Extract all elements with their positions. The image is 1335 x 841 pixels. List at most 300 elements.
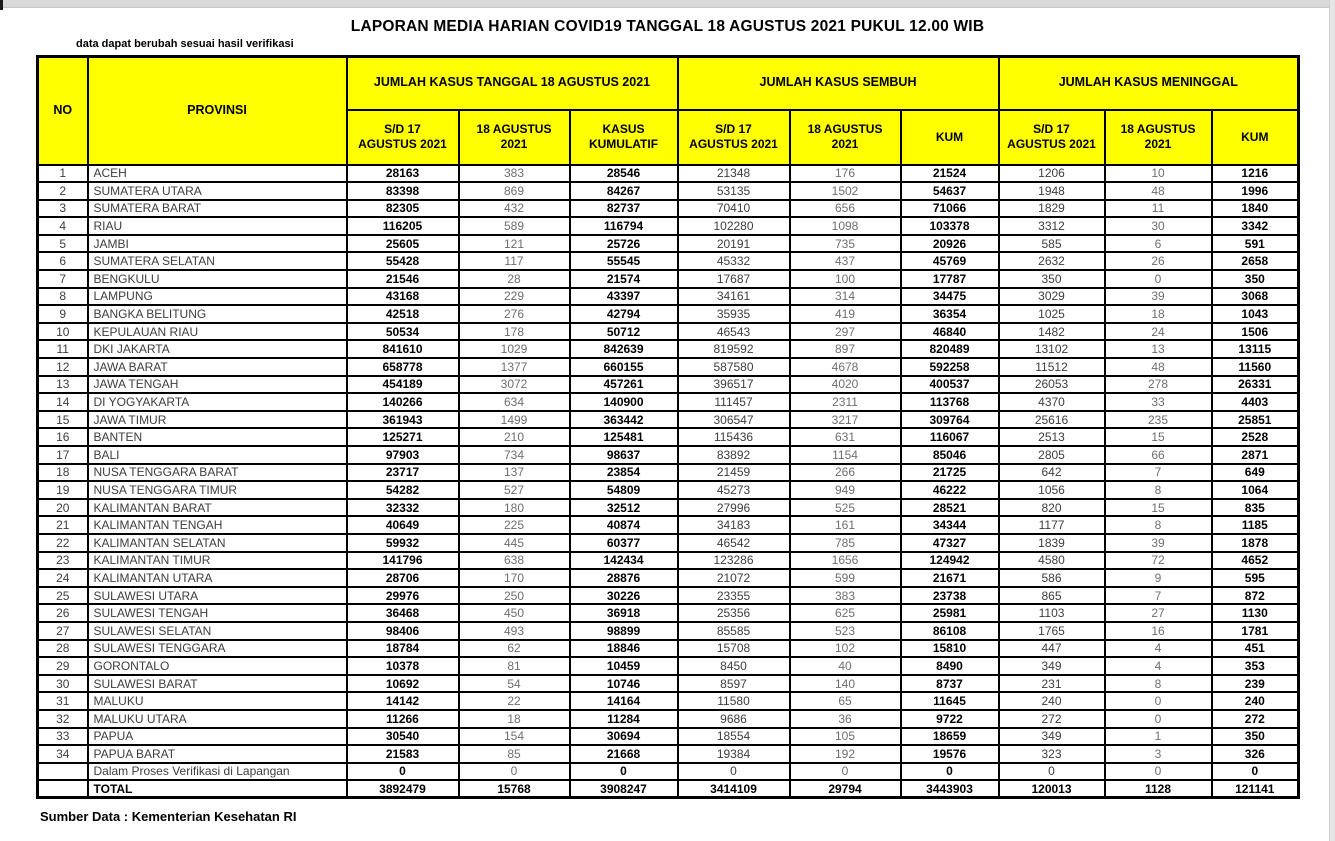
- sembuh-18-cell: 266: [790, 464, 901, 482]
- sembuh-sd17-cell: 45332: [678, 252, 790, 270]
- sembuh-sd17-cell: 19384: [678, 745, 790, 763]
- province-cell: ACEH: [88, 165, 347, 183]
- meninggal-kum-cell: 835: [1212, 499, 1299, 517]
- sembuh-18-cell: 631: [790, 428, 901, 446]
- kasus-kumulatif-cell: 36918: [570, 604, 678, 622]
- sembuh-18-cell: 785: [790, 534, 901, 552]
- kasus-kumulatif-cell: 30226: [570, 587, 678, 605]
- table-row: [38, 587, 1299, 605]
- sembuh-kum-cell: 9722: [901, 710, 999, 728]
- sembuh-kum-cell: 11645: [901, 692, 999, 710]
- sembuh-18-cell: 4020: [790, 376, 901, 394]
- col-header-provinsi: PROVINSI: [88, 57, 347, 165]
- sembuh-sd17-cell: 15708: [678, 640, 790, 658]
- sembuh-sd17-cell: 0: [678, 763, 790, 781]
- table-row: [38, 411, 1299, 429]
- row-number-cell: 4: [38, 217, 88, 235]
- province-cell: Dalam Proses Verifikasi di Lapangan: [88, 763, 347, 781]
- row-number-cell: 3: [38, 200, 88, 218]
- meninggal-18-cell: 18: [1105, 305, 1212, 323]
- sembuh-kum-cell: 400537: [901, 376, 999, 394]
- kasus-18-cell: 432: [459, 200, 570, 218]
- table-row: [38, 305, 1299, 323]
- kasus-18-cell: 117: [459, 252, 570, 270]
- meninggal-kum-cell: 4652: [1212, 552, 1299, 570]
- meninggal-18-cell: 8: [1105, 516, 1212, 534]
- sembuh-sd17-cell: 34183: [678, 516, 790, 534]
- kasus-18-cell: 527: [459, 481, 570, 499]
- meninggal-sd17-cell: 585: [999, 235, 1105, 253]
- table-row: [38, 516, 1299, 534]
- row-number-cell: 16: [38, 428, 88, 446]
- sembuh-kum-cell: 15810: [901, 640, 999, 658]
- kasus-kumulatif-cell: 23854: [570, 464, 678, 482]
- table-row: [38, 657, 1299, 675]
- sembuh-18-cell: 36: [790, 710, 901, 728]
- sembuh-sd17-cell: 102280: [678, 217, 790, 235]
- kasus-sd17-cell: 361943: [347, 411, 459, 429]
- meninggal-sd17-cell: 3312: [999, 217, 1105, 235]
- row-number-cell: 7: [38, 270, 88, 288]
- group-header-meninggal: JUMLAH KASUS MENINGGAL: [999, 57, 1299, 110]
- meninggal-sd17-cell: 1103: [999, 604, 1105, 622]
- sembuh-sd17-cell: 21072: [678, 569, 790, 587]
- meninggal-18-cell: 15: [1105, 499, 1212, 517]
- kasus-kumulatif-cell: 32512: [570, 499, 678, 517]
- sembuh-sd17-cell: 306547: [678, 411, 790, 429]
- kasus-kumulatif-cell: 25726: [570, 235, 678, 253]
- meninggal-kum-cell: 2871: [1212, 446, 1299, 464]
- meninggal-sd17-cell: 1056: [999, 481, 1105, 499]
- sembuh-kum-cell: 34475: [901, 288, 999, 306]
- kasus-sd17-cell: 11266: [347, 710, 459, 728]
- sembuh-18-cell: 383: [790, 587, 901, 605]
- sub-header-meninggal-18: 18 AGUSTUS 2021: [1105, 110, 1212, 165]
- kasus-sd17-cell: 98406: [347, 622, 459, 640]
- kasus-18-cell: 734: [459, 446, 570, 464]
- sembuh-sd17-cell: 25356: [678, 604, 790, 622]
- kasus-kumulatif-cell: 28546: [570, 165, 678, 183]
- sembuh-18-cell: 161: [790, 516, 901, 534]
- table-row: [38, 200, 1299, 218]
- meninggal-18-cell: 6: [1105, 235, 1212, 253]
- kasus-sd17-cell: 32332: [347, 499, 459, 517]
- sub-header-kasus-kumulatif: KASUS KUMULATIF: [570, 110, 678, 165]
- kasus-kumulatif-cell: 142434: [570, 552, 678, 570]
- meninggal-sd17-cell: 1829: [999, 200, 1105, 218]
- kasus-kumulatif-cell: 3908247: [570, 780, 678, 798]
- kasus-sd17-cell: 18784: [347, 640, 459, 658]
- sub-header-kasus-sd17: S/D 17 AGUSTUS 2021: [347, 110, 459, 165]
- meninggal-sd17-cell: 240: [999, 692, 1105, 710]
- meninggal-sd17-cell: 1839: [999, 534, 1105, 552]
- sembuh-kum-cell: 113768: [901, 393, 999, 411]
- sembuh-kum-cell: 21524: [901, 165, 999, 183]
- meninggal-kum-cell: 3342: [1212, 217, 1299, 235]
- kasus-kumulatif-cell: 42794: [570, 305, 678, 323]
- meninggal-kum-cell: 25851: [1212, 411, 1299, 429]
- sembuh-kum-cell: 28521: [901, 499, 999, 517]
- meninggal-18-cell: 48: [1105, 358, 1212, 376]
- province-cell: DI YOGYAKARTA: [88, 393, 347, 411]
- sembuh-18-cell: 625: [790, 604, 901, 622]
- province-cell: TOTAL: [88, 780, 347, 798]
- kasus-sd17-cell: 23717: [347, 464, 459, 482]
- sembuh-18-cell: 419: [790, 305, 901, 323]
- kasus-kumulatif-cell: 11284: [570, 710, 678, 728]
- kasus-18-cell: 225: [459, 516, 570, 534]
- meninggal-sd17-cell: 820: [999, 499, 1105, 517]
- row-number-cell: 34: [38, 745, 88, 763]
- group-header-row: [38, 57, 1299, 110]
- kasus-sd17-cell: 28163: [347, 165, 459, 183]
- sembuh-18-cell: 1154: [790, 446, 901, 464]
- table-row: [38, 358, 1299, 376]
- meninggal-kum-cell: 1130: [1212, 604, 1299, 622]
- kasus-kumulatif-cell: 55545: [570, 252, 678, 270]
- kasus-18-cell: 383: [459, 165, 570, 183]
- sembuh-18-cell: 735: [790, 235, 901, 253]
- province-cell: SUMATERA UTARA: [88, 182, 347, 200]
- sembuh-sd17-cell: 85585: [678, 622, 790, 640]
- kasus-18-cell: 62: [459, 640, 570, 658]
- kasus-kumulatif-cell: 116794: [570, 217, 678, 235]
- sembuh-18-cell: 102: [790, 640, 901, 658]
- row-number-cell: 22: [38, 534, 88, 552]
- sub-header-meninggal-kum: KUM: [1212, 110, 1299, 165]
- meninggal-18-cell: 27: [1105, 604, 1212, 622]
- meninggal-kum-cell: 121141: [1212, 780, 1299, 798]
- meninggal-sd17-cell: 11512: [999, 358, 1105, 376]
- meninggal-kum-cell: 591: [1212, 235, 1299, 253]
- meninggal-18-cell: 8: [1105, 675, 1212, 693]
- province-cell: SULAWESI BARAT: [88, 675, 347, 693]
- province-cell: RIAU: [88, 217, 347, 235]
- group-header-kasus: JUMLAH KASUS TANGGAL 18 AGUSTUS 2021: [347, 57, 678, 110]
- kasus-18-cell: 154: [459, 728, 570, 746]
- kasus-18-cell: 589: [459, 217, 570, 235]
- kasus-sd17-cell: 141796: [347, 552, 459, 570]
- table-row: [38, 252, 1299, 270]
- kasus-sd17-cell: 454189: [347, 376, 459, 394]
- kasus-sd17-cell: 43168: [347, 288, 459, 306]
- sembuh-18-cell: 897: [790, 340, 901, 358]
- meninggal-18-cell: 235: [1105, 411, 1212, 429]
- kasus-sd17-cell: 59932: [347, 534, 459, 552]
- sembuh-kum-cell: 103378: [901, 217, 999, 235]
- kasus-kumulatif-cell: 60377: [570, 534, 678, 552]
- province-cell: JAMBI: [88, 235, 347, 253]
- kasus-18-cell: 1377: [459, 358, 570, 376]
- meninggal-18-cell: 7: [1105, 587, 1212, 605]
- province-cell: NUSA TENGGARA BARAT: [88, 464, 347, 482]
- table-row: [38, 288, 1299, 306]
- meninggal-sd17-cell: 0: [999, 763, 1105, 781]
- kasus-18-cell: 445: [459, 534, 570, 552]
- kasus-sd17-cell: 83398: [347, 182, 459, 200]
- meninggal-sd17-cell: 120013: [999, 780, 1105, 798]
- table-row: [38, 428, 1299, 446]
- province-cell: SULAWESI UTARA: [88, 587, 347, 605]
- kasus-sd17-cell: 97903: [347, 446, 459, 464]
- row-number-cell: 26: [38, 604, 88, 622]
- meninggal-kum-cell: 649: [1212, 464, 1299, 482]
- screen-right-edge: [1329, 0, 1335, 841]
- sembuh-kum-cell: 8737: [901, 675, 999, 693]
- meninggal-18-cell: 24: [1105, 323, 1212, 341]
- kasus-sd17-cell: 10692: [347, 675, 459, 693]
- meninggal-kum-cell: 1506: [1212, 323, 1299, 341]
- meninggal-kum-cell: 595: [1212, 569, 1299, 587]
- meninggal-18-cell: 4: [1105, 657, 1212, 675]
- meninggal-kum-cell: 2658: [1212, 252, 1299, 270]
- meninggal-sd17-cell: 2632: [999, 252, 1105, 270]
- row-number-cell: 10: [38, 323, 88, 341]
- row-number-cell: 30: [38, 675, 88, 693]
- meninggal-kum-cell: 451: [1212, 640, 1299, 658]
- table-row: [38, 376, 1299, 394]
- sembuh-sd17-cell: 396517: [678, 376, 790, 394]
- sembuh-18-cell: 2311: [790, 393, 901, 411]
- province-cell: BENGKULU: [88, 270, 347, 288]
- sembuh-sd17-cell: 21348: [678, 165, 790, 183]
- province-cell: NUSA TENGGARA TIMUR: [88, 481, 347, 499]
- meninggal-sd17-cell: 865: [999, 587, 1105, 605]
- sembuh-18-cell: 140: [790, 675, 901, 693]
- province-cell: SUMATERA SELATAN: [88, 252, 347, 270]
- table-row: [38, 710, 1299, 728]
- meninggal-18-cell: 72: [1105, 552, 1212, 570]
- meninggal-kum-cell: 239: [1212, 675, 1299, 693]
- meninggal-18-cell: 4: [1105, 640, 1212, 658]
- group-header-sembuh: JUMLAH KASUS SEMBUH: [678, 57, 999, 110]
- table-row: [38, 165, 1299, 183]
- row-number-cell: 25: [38, 587, 88, 605]
- kasus-kumulatif-cell: 50712: [570, 323, 678, 341]
- province-cell: JAWA TIMUR: [88, 411, 347, 429]
- meninggal-sd17-cell: 586: [999, 569, 1105, 587]
- sembuh-18-cell: 1656: [790, 552, 901, 570]
- meninggal-18-cell: 0: [1105, 710, 1212, 728]
- row-number-cell: 28: [38, 640, 88, 658]
- sub-header-sembuh-kum: KUM: [901, 110, 999, 165]
- province-cell: SULAWESI TENGAH: [88, 604, 347, 622]
- sembuh-kum-cell: 47327: [901, 534, 999, 552]
- kasus-kumulatif-cell: 0: [570, 763, 678, 781]
- row-number-cell: 9: [38, 305, 88, 323]
- meninggal-kum-cell: 2528: [1212, 428, 1299, 446]
- kasus-sd17-cell: 42518: [347, 305, 459, 323]
- sembuh-18-cell: 297: [790, 323, 901, 341]
- meninggal-sd17-cell: 642: [999, 464, 1105, 482]
- meninggal-sd17-cell: 447: [999, 640, 1105, 658]
- row-number-cell: 15: [38, 411, 88, 429]
- kasus-kumulatif-cell: 98899: [570, 622, 678, 640]
- sembuh-kum-cell: 17787: [901, 270, 999, 288]
- kasus-18-cell: 450: [459, 604, 570, 622]
- sembuh-sd17-cell: 20191: [678, 235, 790, 253]
- kasus-18-cell: 178: [459, 323, 570, 341]
- sembuh-18-cell: 40: [790, 657, 901, 675]
- row-number-cell: 13: [38, 376, 88, 394]
- kasus-18-cell: 18: [459, 710, 570, 728]
- kasus-sd17-cell: 3892479: [347, 780, 459, 798]
- sembuh-18-cell: 0: [790, 763, 901, 781]
- kasus-sd17-cell: 40649: [347, 516, 459, 534]
- meninggal-18-cell: 66: [1105, 446, 1212, 464]
- sembuh-kum-cell: 3443903: [901, 780, 999, 798]
- total-row: [38, 780, 1299, 798]
- kasus-kumulatif-cell: 140900: [570, 393, 678, 411]
- kasus-18-cell: 1499: [459, 411, 570, 429]
- sembuh-18-cell: 4678: [790, 358, 901, 376]
- kasus-18-cell: 1029: [459, 340, 570, 358]
- kasus-sd17-cell: 116205: [347, 217, 459, 235]
- kasus-kumulatif-cell: 21574: [570, 270, 678, 288]
- meninggal-kum-cell: 1840: [1212, 200, 1299, 218]
- sembuh-kum-cell: 45769: [901, 252, 999, 270]
- kasus-sd17-cell: 14142: [347, 692, 459, 710]
- sembuh-18-cell: 29794: [790, 780, 901, 798]
- table-row: [38, 728, 1299, 746]
- meninggal-kum-cell: 326: [1212, 745, 1299, 763]
- sembuh-kum-cell: 71066: [901, 200, 999, 218]
- province-cell: KALIMANTAN UTARA: [88, 569, 347, 587]
- meninggal-kum-cell: 1996: [1212, 182, 1299, 200]
- sembuh-kum-cell: 54637: [901, 182, 999, 200]
- kasus-18-cell: 54: [459, 675, 570, 693]
- sembuh-sd17-cell: 34161: [678, 288, 790, 306]
- kasus-sd17-cell: 21583: [347, 745, 459, 763]
- table-row: [38, 569, 1299, 587]
- row-number-cell: 19: [38, 481, 88, 499]
- row-number-cell: 23: [38, 552, 88, 570]
- sembuh-sd17-cell: 819592: [678, 340, 790, 358]
- province-cell: DKI JAKARTA: [88, 340, 347, 358]
- meninggal-kum-cell: 1064: [1212, 481, 1299, 499]
- sembuh-sd17-cell: 46542: [678, 534, 790, 552]
- meninggal-sd17-cell: 4580: [999, 552, 1105, 570]
- kasus-18-cell: 170: [459, 569, 570, 587]
- province-cell: KALIMANTAN SELATAN: [88, 534, 347, 552]
- kasus-sd17-cell: 841610: [347, 340, 459, 358]
- sembuh-sd17-cell: 3414109: [678, 780, 790, 798]
- meninggal-kum-cell: 872: [1212, 587, 1299, 605]
- meninggal-18-cell: 33: [1105, 393, 1212, 411]
- meninggal-kum-cell: 1781: [1212, 622, 1299, 640]
- sembuh-sd17-cell: 70410: [678, 200, 790, 218]
- table-row: [38, 481, 1299, 499]
- meninggal-18-cell: 0: [1105, 692, 1212, 710]
- col-header-no: NO: [38, 57, 88, 165]
- kasus-kumulatif-cell: 28876: [570, 569, 678, 587]
- sembuh-kum-cell: 0: [901, 763, 999, 781]
- meninggal-sd17-cell: 350: [999, 270, 1105, 288]
- meninggal-18-cell: 0: [1105, 270, 1212, 288]
- row-number-cell: 18: [38, 464, 88, 482]
- table-row: [38, 552, 1299, 570]
- meninggal-sd17-cell: 26053: [999, 376, 1105, 394]
- row-number-cell: 17: [38, 446, 88, 464]
- kasus-18-cell: 229: [459, 288, 570, 306]
- sub-header-kasus-18: 18 AGUSTUS 2021: [459, 110, 570, 165]
- kasus-kumulatif-cell: 14164: [570, 692, 678, 710]
- report-title: LAPORAN MEDIA HARIAN COVID19 TANGGAL 18 AGUSTUS 2021 PUKUL 12.00 WIB: [350, 18, 985, 35]
- row-number-cell: 24: [38, 569, 88, 587]
- sembuh-kum-cell: 309764: [901, 411, 999, 429]
- province-cell: JAWA BARAT: [88, 358, 347, 376]
- meninggal-kum-cell: 1878: [1212, 534, 1299, 552]
- sembuh-18-cell: 437: [790, 252, 901, 270]
- kasus-kumulatif-cell: 84267: [570, 182, 678, 200]
- sembuh-kum-cell: 25981: [901, 604, 999, 622]
- sembuh-sd17-cell: 8597: [678, 675, 790, 693]
- kasus-sd17-cell: 140266: [347, 393, 459, 411]
- sembuh-kum-cell: 34344: [901, 516, 999, 534]
- meninggal-kum-cell: 1216: [1212, 165, 1299, 183]
- province-cell: JAWA TENGAH: [88, 376, 347, 394]
- meninggal-18-cell: 26: [1105, 252, 1212, 270]
- table-row: [38, 622, 1299, 640]
- kasus-kumulatif-cell: 21668: [570, 745, 678, 763]
- meninggal-18-cell: 10: [1105, 165, 1212, 183]
- sembuh-sd17-cell: 115436: [678, 428, 790, 446]
- sembuh-sd17-cell: 587580: [678, 358, 790, 376]
- row-number-cell: 32: [38, 710, 88, 728]
- kasus-18-cell: 3072: [459, 376, 570, 394]
- meninggal-sd17-cell: 1206: [999, 165, 1105, 183]
- sembuh-kum-cell: 21671: [901, 569, 999, 587]
- kasus-18-cell: 15768: [459, 780, 570, 798]
- covid-report-table: [36, 55, 1300, 799]
- sembuh-sd17-cell: 9686: [678, 710, 790, 728]
- meninggal-18-cell: 30: [1105, 217, 1212, 235]
- kasus-sd17-cell: 10378: [347, 657, 459, 675]
- sembuh-18-cell: 656: [790, 200, 901, 218]
- table-row: [38, 182, 1299, 200]
- meninggal-kum-cell: 350: [1212, 728, 1299, 746]
- meninggal-18-cell: 3: [1105, 745, 1212, 763]
- kasus-kumulatif-cell: 54809: [570, 481, 678, 499]
- meninggal-sd17-cell: 349: [999, 657, 1105, 675]
- kasus-sd17-cell: 125271: [347, 428, 459, 446]
- meninggal-sd17-cell: 231: [999, 675, 1105, 693]
- row-number-cell: 29: [38, 657, 88, 675]
- meninggal-sd17-cell: 1948: [999, 182, 1105, 200]
- sembuh-kum-cell: 18659: [901, 728, 999, 746]
- meninggal-kum-cell: 240: [1212, 692, 1299, 710]
- table-row: [38, 604, 1299, 622]
- meninggal-18-cell: 48: [1105, 182, 1212, 200]
- kasus-18-cell: 210: [459, 428, 570, 446]
- meninggal-18-cell: 11: [1105, 200, 1212, 218]
- row-number-cell: 12: [38, 358, 88, 376]
- meninggal-sd17-cell: 1482: [999, 323, 1105, 341]
- sub-header-meninggal-sd17: S/D 17 AGUSTUS 2021: [999, 110, 1105, 165]
- province-cell: KALIMANTAN TENGAH: [88, 516, 347, 534]
- province-cell: MALUKU: [88, 692, 347, 710]
- meninggal-kum-cell: 3068: [1212, 288, 1299, 306]
- sembuh-18-cell: 314: [790, 288, 901, 306]
- sembuh-sd17-cell: 27996: [678, 499, 790, 517]
- province-cell: KEPULAUAN RIAU: [88, 323, 347, 341]
- table-row: [38, 675, 1299, 693]
- meninggal-sd17-cell: 3029: [999, 288, 1105, 306]
- meninggal-18-cell: 1128: [1105, 780, 1212, 798]
- kasus-sd17-cell: 658778: [347, 358, 459, 376]
- sembuh-18-cell: 523: [790, 622, 901, 640]
- sembuh-18-cell: 3217: [790, 411, 901, 429]
